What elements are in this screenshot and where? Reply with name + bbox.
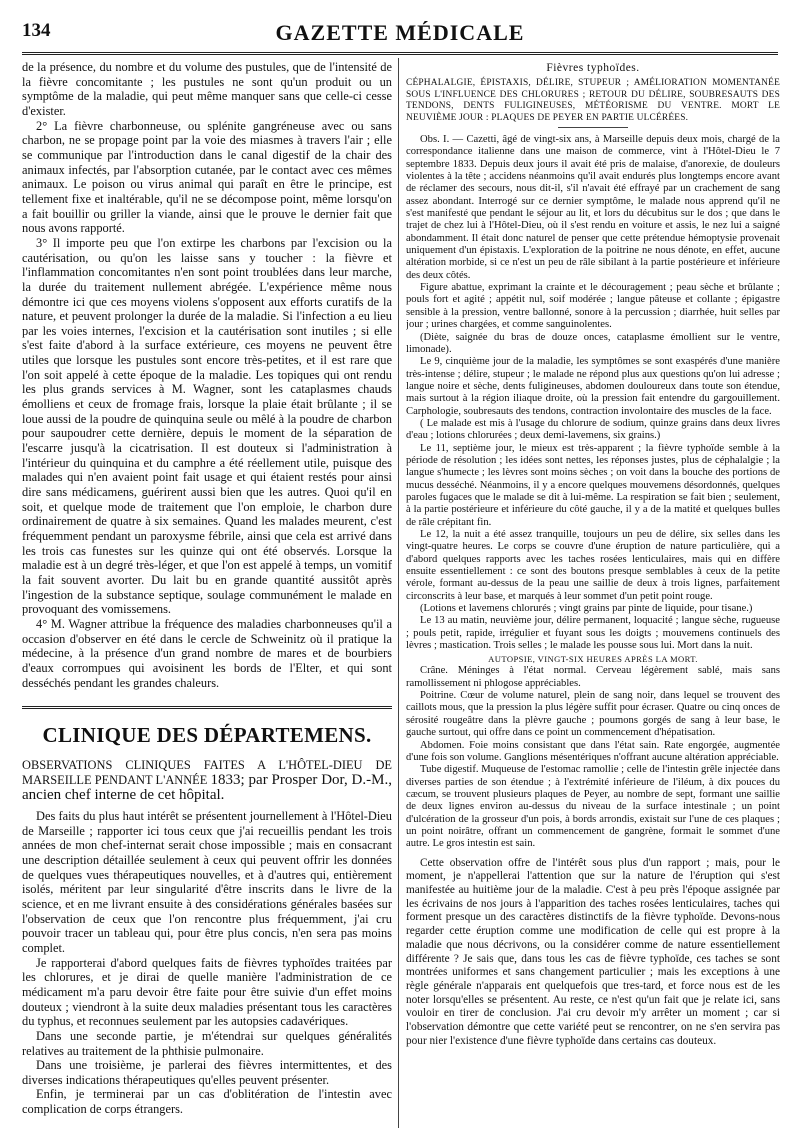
column-divider	[398, 58, 399, 1128]
paragraph: 3° Il importe peu que l'on extirpe les charbons par l'excision ou la cautérisation, ou qu'on les laisse sans y toucher : la fièvre et l'inflammation concomitantes n'en sont point troublées dans leur marche, la durée du traitement nullement abrégée. L'expérience même nous démontre ici que ces moyens violens s'opposent aux efforts curatifs de la nature, et peuvent prolonger la durée de la maladie. Si l'infection a eu lieu par les voies internes, l'excision et la cautérisation sont inutiles ; si elle s'est faite d'abord à la surface extérieure, ces moyens ne peuvent être utiles que lorsque les pustules sont encore très-petites, et il est rare que l'on soit appelé à cette époque de la maladie. Les topiques qui ont rendu les plus grands services à M. Wagner, sont les cataplasmes chauds émolliens et ceux de fromage frais, lorsque la plaie était brûlante ; il se loue aussi de la poudre de quinquina seule ou mêlé à la poudre de charbon pour saupoudrer cette dernière, depuis le moment de la séparation de l'escarre jusqu'à la cicatrisation. Il est douteux si l'administration à l'intérieur du quinquina et du camphre a été réellement utile, puisque des malades qui n'en avaient point fait usage et qui étaient restés pour ainsi dire sans médicamens, guérirent aussi bien que les autres. Quoi qu'il en soit, et quelque mode de traitement que l'on emploie, le charbon dure ordinairement de quatre à six semaines. Quand les malades meurent, c'est fréquemment pendant un paroxysme fébrile, ainsi que cela est arrivé dans les trois cas funestes sur les quinze qui ont été observés. Lorsque la maladie est à un degré très-léger, et que l'on est appelé à temps, un vomitif la fait souvent avorter. Du lait bu en grande quantité aussitôt après l'ingestion de la substance septique, soulage communément le malade en provoquant des vomissemens.	[22, 235, 392, 617]
page-number: 134	[22, 20, 51, 41]
paragraph: Dans une troisième, je parlerai des fièvres intermittentes, et des diverses indications thérapeutiques qu'elles peuvent présenter.	[22, 1058, 392, 1087]
paragraph: Poitrine. Cœur de volume naturel, plein de sang noir, dans lequel se trouvent des caillots mous, que la pression la plus légère suffit pour écraser. Quatre ou cinq onces de sérosité rougeâtre dans la plèvre gauche ; poumons gorgés de sang à leur base, le gauche surtout, qui offre dans ce point un commencement d'hépatisation.	[406, 690, 780, 739]
paragraph: Je rapporterai d'abord quelques faits de fièvres typhoïdes traitées par les chlorures, et je dirai de quelle manière l'administration de ce médicament m'a paru devoir être faite pour être suivie d'un effet moins douteux ; viendront à la suite deux maladies présentant tous les caractères du typhus, et reconnues seulement par les autopsies cadavériques.	[22, 955, 392, 1029]
paragraph: Crâne. Méninges à l'état normal. Cerveau légèrement sablé, mais sans ramollissement ni phlogose appréciables.	[406, 665, 780, 689]
left-column-top	[22, 60, 392, 692]
paragraph: 2° La fièvre charbonneuse, ou splénite gangréneuse avec ou sans charbon, ne se propage point par la voie des miasmes à travers l'air ; elle se communique par l'introduction dans le canal digestif de la chair des animaux infectés, par l'absorption cutanée, par le contact avec ces mêmes animaux. Le poison ou virus animal qui paraît en être le principe, est tellement fixe et inaltérable, qu'il ne se décompose point, même lorsqu'on a fait bouillir ou griller la viande, ainsi que le prouve le dernier fait que nous avons rapporté.	[22, 118, 392, 236]
observations-year: 1833	[210, 772, 241, 788]
section-rule	[22, 706, 392, 709]
paragraph: (Lotions et lavemens chlorurés ; vingt grains par pinte de liquide, pour tisane.)	[420, 603, 753, 615]
observations-title-part1: OBSERVATIONS CLINIQUES FAITES A L'HÔTEL-DIEU DE MARSEILLE PENDANT L'ANNÉE	[22, 758, 392, 787]
header-rule	[22, 52, 778, 55]
paragraph: Figure abattue, exprimant la crainte et le découragement ; peau sèche et brûlante ; pouls fort et agité ; appétit nul, soif modérée ; langue pâteuse et collante ; épigastre sensible à la pression, ventre ballonné, sonore à la percussion ; diarrhée, huit selles par jour ; urines chargées, et comme sanguinolentes.	[406, 282, 780, 331]
autopsy-heading: AUTOPSIE, VINGT-SIX HEURES APRÈS LA MORT.	[488, 654, 698, 665]
paragraph: Le 13 au matin, neuvième jour, délire permanent, loquacité ; langue sèche, rugueuse ; pouls petit, rapide, irrégulier et fuyant sous les doigts ; mouvemens continuels des lèvres ; mastication. Trois selles ; le malade les pousse sous lui. Mort dans la nuit.	[406, 615, 780, 652]
paragraph: Obs. I. — Cazetti, âgé de vingt-six ans, à Marseille depuis deux mois, chargé de la correspondance italienne dans une maison de commerce, vint à l'Hôtel-Dieu le 7 septembre 1833. Depuis deux jours il avait été pris de malaise, d'anorexie, de douleurs violentes à la tête ; accidens néanmoins qu'il avait endurés plus longtemps encore avant de réclamer des secours, nous dit-il, s'il n'avait été effrayé par un crachement de sang assez abondant. Interrogé sur ce dernier symptôme, le malade nous apprend qu'il ne s'est manifesté que pendant le séjour au lit, et lors du décubitus sur le dos ; que dans le trajet de chez lui à l'Hôtel-Dieu, où il s'est rendu en voiture et assis, le nez lui a saigné abondamment. Il était donc naturel de penser que cette prétendue hémoptysie provenait uniquement d'un épistaxis. L'exploration de la poitrine ne nous dénote, en effet, aucune altération morbide, si ce n'est un peu de râle sibilant à la partie postérieure et inférieure des deux côtés.	[406, 134, 780, 281]
section-title: CLINIQUE DES DÉPARTEMENS.	[42, 723, 372, 747]
paragraph: (Diète, saignée du bras de douze onces, cataplasme émollient sur le ventre, limonade).	[406, 331, 780, 355]
right-heading: Fièvres typhoïdes.	[546, 62, 640, 74]
paragraph: Le 12, la nuit a été assez tranquille, toujours un peu de délire, six selles dans les vingt-quatre heures. Le corps se couvre d'une éruption de nature particulière, qui a d'abord quelques rapports avec les taches rosées lenticulaires, mais qui en diffère ensuite essentiellement : ce sont des boutons presque semblables à ceux de la petite vérole, formant au-dessus de la peau une saillie de deux à trois lignes, parfaitement circonscrits à leur base, et marqués à leur sommet d'un petit point rouge.	[406, 529, 780, 602]
paragraph: Tube digestif. Muqueuse de l'estomac ramollie ; celle de l'intestin grêle injectée dans diverses parties de son étendue ; à l'extrémité inférieure de l'iléum, à dix pouces du cæcum, se trouvent plusieurs plaques de Peyer, au nombre de sept, formant une saillie de deux lignes environ au-dessus du niveau de la surface intestinale ; un point d'ulcération de la grosseur d'un pois, à bords arrondis, existait sur l'une de ces plaques ; un point noirâtre, offrant un commencement de gangrène, formait le sommet d'une autre. Le gros intestin est sain.	[406, 764, 780, 850]
paragraph: de la présence, du nombre et du volume des pustules, que de l'intensité de la fièvre concomitante ; les pustules ne sont qu'un produit ou un symptôme de la maladie, qui peut même manquer sans que celle-ci cesse d'exister.	[22, 60, 392, 118]
paragraph: Le 9, cinquième jour de la maladie, les symptômes se sont exaspérés d'une manière très-intense ; délire, stupeur ; le malade ne répond plus aux questions qu'on lui adresse ; langue noire et sèche, dents fuligineuses, abdomen douloureux dans toute son étendue, mais surtout à la région iliaque droite, où la pression fait entendre du gargouillement. Carphologie, soubresauts des tendons, contraction involontaire des muscles de la face.	[406, 356, 780, 417]
paragraph: Dans une seconde partie, je m'étendrai sur quelques généralités relatives au traitement de la phthisie pulmonaire.	[22, 1028, 392, 1058]
paragraph: Le 11, septième jour, le mieux est très-apparent ; la fièvre typhoïde semble à la période de résolution ; les idées sont nettes, les réponses justes, plus de céphalalgie ; la langue s'humecte ; les lèvres sont moins sèches ; on voit dans la bouche des portions de mucus desséché. Néanmoins, il y a encore quelques mouvemens désordonnés, quelques paroles fugaces que le malade se dit à lui-même. La respiration se fait bien ; seulement, à la partie postérieure et inférieure du côté gauche, il y a de la matité et quelques bulles de râle crépitant fin.	[406, 442, 780, 528]
observations-title-part2: ; par Prosper Dor, D.-M., ancien chef interne de cet hôpital.	[22, 772, 392, 803]
subheading-rule	[558, 127, 628, 128]
observations-title	[22, 758, 392, 803]
paragraph: 4° M. Wagner attribue la fréquence des maladies charbonneuses qu'il a occasion d'observer en été dans le cercle de Schweinitz où il pratique la médecine, à la présence d'un grand nombre de mares et de bourbiers d'eaux corrompues qui avoisinent les bords de l'Elter, et qui sont desséchés pendant les grandes chaleurs.	[22, 616, 392, 690]
right-subheading: CÉPHALALGIE, ÉPISTAXIS, DÉLIRE, STUPEUR ; AMÉLIORATION MOMENTANÉE SOUS L'INFLUENCE DES CHLORURES ; RETOUR DU DÉLIRE, SOUBRESAUTS DES TENDONS, DENTS FULIGINEUSES, MÉTÉORISME DU VENTRE. MORT LE NEUVIÈME JOUR : PLAQUES DE PEYER EN PARTIE ULCÉRÉES.	[406, 78, 780, 123]
journal-title: GAZETTE MÉDICALE	[275, 20, 525, 45]
paragraph: Enfin, je terminerai par un cas d'oblitération de l'intestin avec complication de corps étrangers.	[22, 1087, 392, 1117]
left-column-bottom	[22, 700, 392, 1130]
paragraph: Cette observation offre de l'intérêt sous plus d'un rapport ; mais, pour le moment, je n'appellerai l'attention que sur la nature de l'éruption qui s'est manifestée au huitième jour de la maladie. C'est à peu près l'époque assignée par les écrivains de nos jours à l'apparition des taches rosées lenticulaires, taches qui forment presque un des caractères distinctifs de la fièvre typhoïde. Devons-nous regarder cette éruption comme une modification de celle qui est propre à la maladie que nous décrivons, ou la considérer comme de nature essentiellement différente ? Je sais que, dans tous les cas de fièvre typhoïde, ces taches se sont montrées uniformes et sans changement particulier ; mais les exceptions à une règle générale n'apparais ent quelquefois que tres-tard, et force nous est de les noter lorsqu'elles se présentent. Au reste, ce n'est qu'un fait que je relate ici, sans vouloir en tirer de conclusion. J'ai cru devoir m'y arrêter un moment ; car si l'observation démontre que cette variété peut se rencontrer, on ne s'en servira pas pour nier l'existence d'une fièvre typhoïde dans certains cas douteux.	[406, 856, 780, 1047]
paragraph: Des faits du plus haut intérêt se présentent journellement à l'Hôtel-Dieu de Marseille ; rapporter ici tous ceux que j'ai recueillis pendant les trois années de mon chef-internat serait chose impossible ; mais en consacrant une description détaillée seulement à ceux qui peuvent offrir les données de quelques vues thérapeutiques nouvelles, et à d'autres qui, entièrement isolés, méritent par leur singularité d'être inscrits dans le livre de la science, et en me livrant ensuite à des considérations générales basées sur l'observation de ceux que l'on rencontre plus fréquemment, j'ai cru pouvoir tracer un tableau qui, pour être plus concis, n'en sera pas moins complet.	[22, 809, 392, 955]
paragraph: Abdomen. Foie moins consistant que dans l'état sain. Rate engorgée, augmentée d'une fois son volume. Ganglions mésentériques n'offrant aucune altération appréciable.	[406, 739, 780, 763]
right-column	[406, 60, 780, 1130]
paragraph: ( Le malade est mis à l'usage du chlorure de sodium, quinze grains dans deux livres d'eau ; lotions chlorurées ; deux demi-lavemens, six grains.)	[406, 417, 780, 442]
